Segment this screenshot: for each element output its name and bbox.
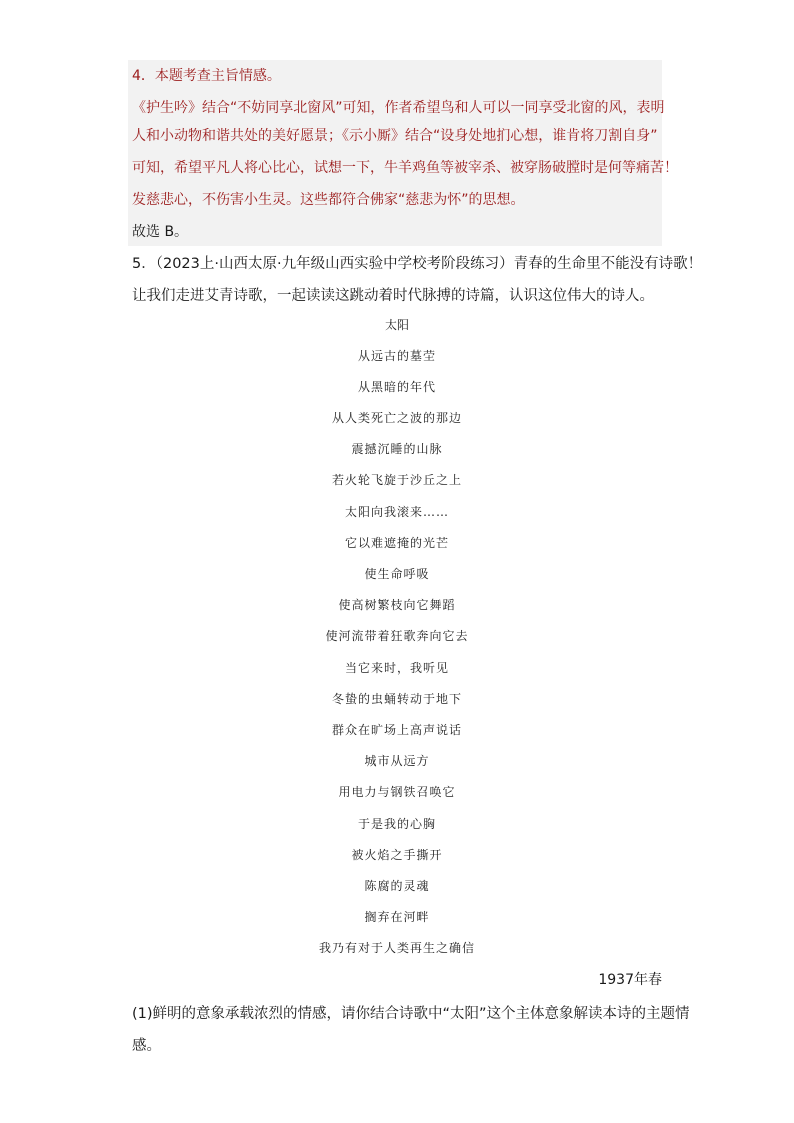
poem-line: 它以难遮掩的光芒 [344,536,449,550]
poem-line: 从远古的墓茔 [357,349,436,363]
poem-line: 使河流带着狂歌奔向它去 [325,629,469,643]
poem-line: 于是我的心胸 [357,817,436,831]
subquestion-1-line-2: 感。 [132,1038,161,1054]
poem-line: 震撼沉睡的山脉 [351,442,443,456]
poem-line: 使高树繁枝向它舞蹈 [338,598,456,612]
poem-line: 从人类死亡之波的那边 [331,411,462,425]
poem-line: 太阳向我滚来…… [344,505,449,519]
answer-line-4: 发慈悲心，不伤害小生灵。这些都符合佛家“慈悲为怀”的思想。 [132,192,525,208]
poem-line: 冬蛰的虫蛹转动于地下 [331,692,462,706]
poem-line: 群众在旷场上高声说话 [331,723,462,737]
answer-line-3: 可知，希望平凡人将心比心，试想一下，牛羊鸡鱼等被宰杀、被穿肠破膛时是何等痛苦！ [132,160,678,176]
poem-line: 用电力与钢铁召唤它 [338,785,456,799]
poem-line: 若火轮飞旋于沙丘之上 [331,473,462,487]
poem-line: 搁弃在河畔 [364,910,430,924]
poem-line: 使生命呼吸 [364,567,430,581]
poem-line: 我乃有对于人类再生之确信 [318,941,475,955]
answer-choice: 故选 B。 [132,224,189,240]
answer-line-2: 人和小动物和谐共处的美好愿景；《示小厮》结合“设身处地扪心想，谁肯将刀割自身” [132,128,658,144]
answer-heading: 4．本题考查主旨情感。 [132,68,281,84]
question-intro-line-2: 让我们走进艾青诗歌，一起读读这跳动着时代脉搏的诗篇，认识这位伟大的诗人。 [132,288,654,304]
poem-line: 当它来时，我听见 [344,661,449,675]
poem-title: 太阳 [384,318,409,332]
poem-line: 被火焰之手撕开 [351,848,443,862]
subquestion-1-line-1: (1)鲜明的意象承载浓烈的情感，请你结合诗歌中“太阳”这个主体意象解读本诗的主题情 [132,1006,690,1022]
poem-line: 从黑暗的年代 [357,380,436,394]
poem-date: 1937年春 [598,972,662,988]
question-intro-line-1: 5．（2023上·山西太原·九年级山西实验中学校考阶段练习）青春的生命里不能没有诗歌！ [132,256,703,272]
answer-explanation-box [128,60,662,246]
poem-line: 城市从远方 [364,754,430,768]
answer-line-1: 《护生吟》结合“不妨同享北窗风”可知，作者希望鸟和人可以一同享受北窗的风，表明 [132,100,665,116]
poem-line: 陈腐的灵魂 [364,879,430,893]
